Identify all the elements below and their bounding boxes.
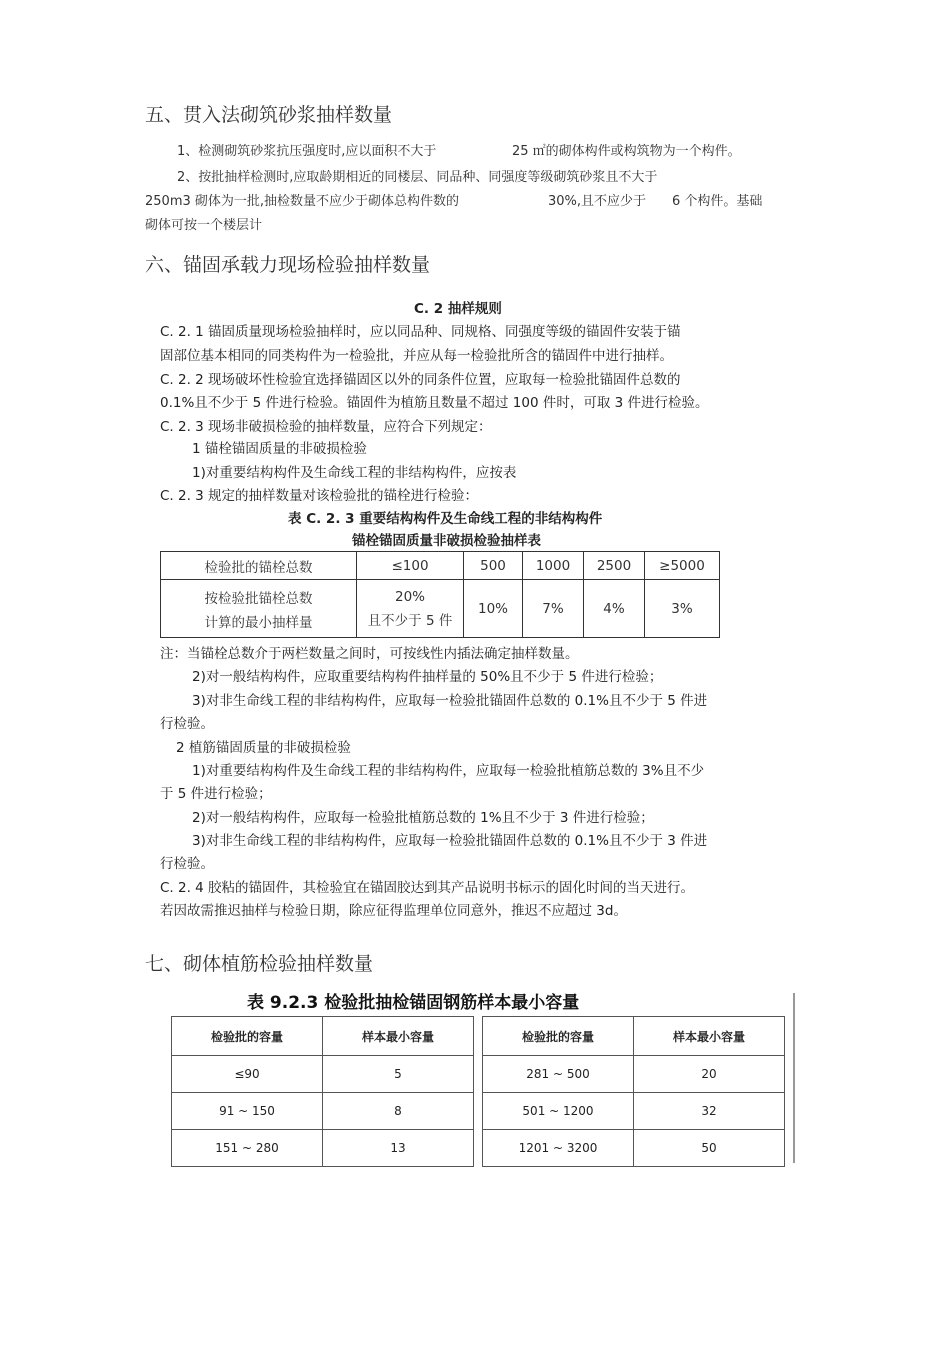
section5-p1-a: 1、检测砌筑砂浆抗压强度时,应以面积不大于 [177,144,437,159]
scan-edge-line [793,993,795,1163]
row1-label: 检验批的锚栓总数 [161,552,357,580]
table-row [172,1093,785,1130]
table-cell: ≤90 [172,1056,323,1093]
table-row [172,1056,785,1093]
anchor-sampling-table [160,551,720,638]
header-cell: 样本最小容量 [634,1017,785,1056]
table-row [172,1130,785,1167]
table-caption-1: 表 C. 2. 3 重要结构构件及生命线工程的非结构构件 [288,511,603,527]
note-line: 3)对非生命线工程的非结构构件，应取每一检验批锚固件总数的 0.1%且不少于 3 件进 [192,833,708,849]
rule-line: 1 锚栓锚固质量的非破损检验 [192,441,367,457]
table-cell: 8 [323,1093,474,1130]
section5-p2-c: 砌体可按一个楼层计 [145,218,263,233]
value-cell: 4% [584,580,645,638]
table-cell: 91 ~ 150 [172,1093,323,1130]
header-cell: 2500 [584,552,645,580]
first-value-cell [357,580,464,638]
header-cell: 检验批的容量 [172,1017,323,1056]
table-divider [474,1017,483,1056]
header-cell: 1000 [523,552,584,580]
table-cell: 5 [323,1056,474,1093]
table-cell: 501 ~ 1200 [483,1093,634,1130]
note-line: 2 植筋锚固质量的非破损检验 [176,740,351,756]
first-value-line2: 且不少于 5 件 [367,612,453,629]
section5-p2-a: 2、按批抽样检测时,应取龄期相近的同楼层、同品种、同强度等级砌筑砂浆且不大于 [177,170,658,185]
note-line: 1)对重要结构构件及生命线工程的非结构构件，应取每一检验批植筋总数的 3%且不少 [192,763,705,779]
value-cell: 10% [464,580,523,638]
section5-heading: 五、贯入法砌筑砂浆抽样数量 [145,104,393,126]
section6-heading: 六、锚固承载力现场检验抽样数量 [145,254,431,276]
section7-heading: 七、砌体植筋检验抽样数量 [145,953,374,975]
rebar-sampling-table [171,1016,785,1167]
rule-line: C. 2. 3 规定的抽样数量对该检验批的锚栓进行检验： [160,488,479,504]
table-cell: 281 ~ 500 [483,1056,634,1093]
section5-p2-b1: 250m3 砌体为一批,抽检数量不应少于砌体总构件数的 [145,194,460,209]
note-line: 2)对一般结构构件，应取重要结构构件抽样量的 50%且不少于 5 件进行检验； [192,669,663,685]
section5-p2-b2: 30%,且不应少于 [548,194,647,209]
header-cell: 检验批的容量 [483,1017,634,1056]
value-cell: 7% [523,580,584,638]
rule-line: C. 2. 2 现场破坏性检验宜选择锚固区以外的同条件位置，应取每一检验批锚固件总数的 [160,372,681,388]
rule-title: C. 2 抽样规则 [414,301,502,317]
table-divider [474,1130,483,1167]
rule-line: 0.1%且不少于 5 件进行检验。锚固件为植筋且数量不超过 100 件时，可取 3 件进行检验。 [160,395,709,411]
rule-line: C. 2. 1 锚固质量现场检验抽样时，应以同品种、同规格、同强度等级的锚固件安装于锚 [160,324,681,340]
rule-line: 1)对重要结构构件及生命线工程的非结构构件，应按表 [192,465,517,481]
header-cell: ≥5000 [645,552,720,580]
section5-p2-b3: 6 个构件。基础 [672,194,763,209]
table-caption-2: 锚栓锚固质量非破损检验抽样表 [352,533,541,549]
rule-line: C. 2. 3 现场非破损检验的抽样数量，应符合下列规定： [160,419,492,435]
note-line: 行检验。 [160,856,214,872]
table-cell: 13 [323,1130,474,1167]
note-line: 行检验。 [160,716,214,732]
value-cell: 3% [645,580,720,638]
header-cell: 样本最小容量 [323,1017,474,1056]
table-cell: 32 [634,1093,785,1130]
table-divider [474,1093,483,1130]
note-line: 注：当锚栓总数介于两栏数量之间时，可按线性内插法确定抽样数量。 [160,646,579,662]
first-value-line1: 20% [394,588,425,605]
row2-label-line2: 计算的最小抽样量 [204,614,313,631]
table-cell: 151 ~ 280 [172,1130,323,1167]
table-divider [474,1056,483,1093]
table-cell: 1201 ~ 3200 [483,1130,634,1167]
table-cell: 50 [634,1130,785,1167]
row2-label [161,580,357,638]
row2-label-line1: 按检验批锚栓总数 [204,590,313,607]
note-line: 于 5 件进行检验； [160,786,272,802]
header-cell: 500 [464,552,523,580]
section5-p1-b: 25 ㎡的砌体构件或构筑物为一个构件。 [512,144,741,159]
note-line: 若因故需推迟抽样与检验日期，除应征得监理单位同意外，推迟不应超过 3d。 [160,903,627,919]
note-line: 2)对一般结构构件，应取每一检验批植筋总数的 1%且不少于 3 件进行检验； [192,810,654,826]
rule-line: 固部位基本相同的同类构件为一检验批，并应从每一检验批所含的锚固件中进行抽样。 [160,348,673,364]
note-line: C. 2. 4 胶粘的锚固件，其检验宜在锚固胶达到其产品说明书标示的固化时间的当天进行。 [160,880,695,896]
table-cell: 20 [634,1056,785,1093]
rebar-table-title: 表 9.2.3 检验批抽检锚固钢筋样本最小容量 [247,993,580,1013]
note-line: 3)对非生命线工程的非结构构件，应取每一检验批锚固件总数的 0.1%且不少于 5 件进 [192,693,708,709]
header-cell: ≤100 [357,552,464,580]
